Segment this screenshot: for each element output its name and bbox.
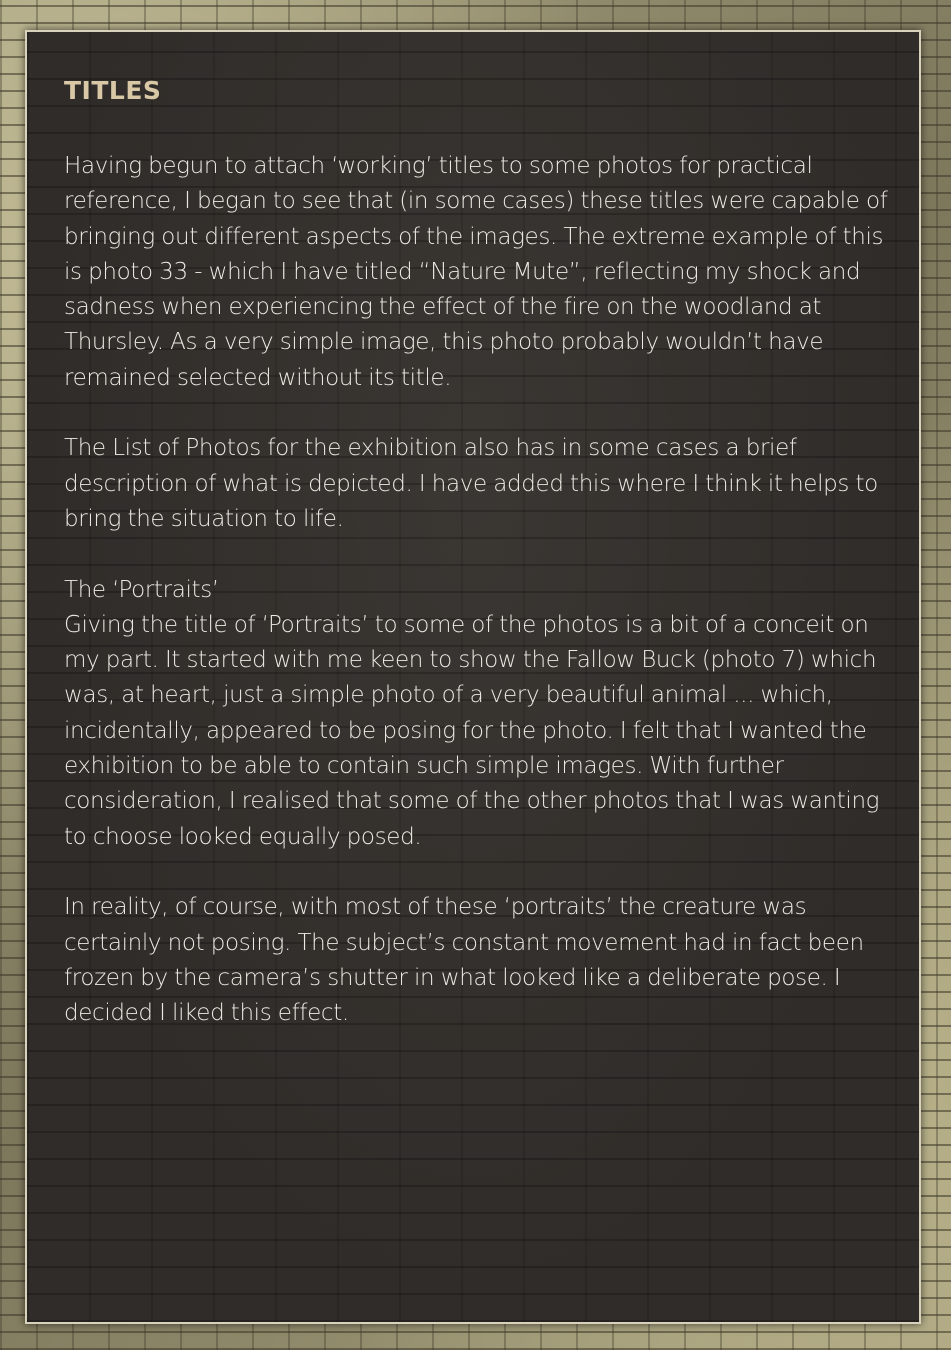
section-heading: TITLES — [64, 76, 162, 105]
paragraph-portraits-reality: In reality, of course, with most of these ‘portraits’ the creature was certainly not posing. The subject’s constant movement had in fact been frozen by the camera’s shutter in what looked like a deliberate pose. I decided I liked this effect. — [64, 894, 864, 1027]
subheading-portraits: The ‘Portraits’ — [64, 576, 219, 603]
paragraph-working-titles: Having begun to attach ‘working’ titles to some photos for practical reference, I began to see that (in some cases) these titles were capable of bringing out different aspects of the images. The extreme example of this is photo 33 - which I have titled “Nature Mute”, reflecting my shock and sadness when experiencing the effect of the fire on the woodland at Thursley. As a very simple image, this photo probably wouldn’t have remained selected without its title. — [64, 153, 888, 391]
paragraph-list-of-photos: The List of Photos for the exhibition also has in some cases a brief description of what is depicted. I have added this where I think it helps to bring the situation to life. — [64, 435, 878, 532]
paragraph-portraits-conceit: Giving the title of ‘Portraits’ to some of the photos is a bit of a conceit on my part. It started with me keen to show the Fallow Buck (photo 7) which was, at heart, just a simple photo of a very beautiful animal ... which, incidentally, appeared to be posing for the photo. I felt that I wanted the exhibition to be able to contain such simple images. With further consideration, I realised that some of the other photos that I was wanting to choose looked equally posed. — [64, 611, 880, 850]
text-panel — [25, 30, 921, 1324]
body-text — [64, 149, 894, 1067]
